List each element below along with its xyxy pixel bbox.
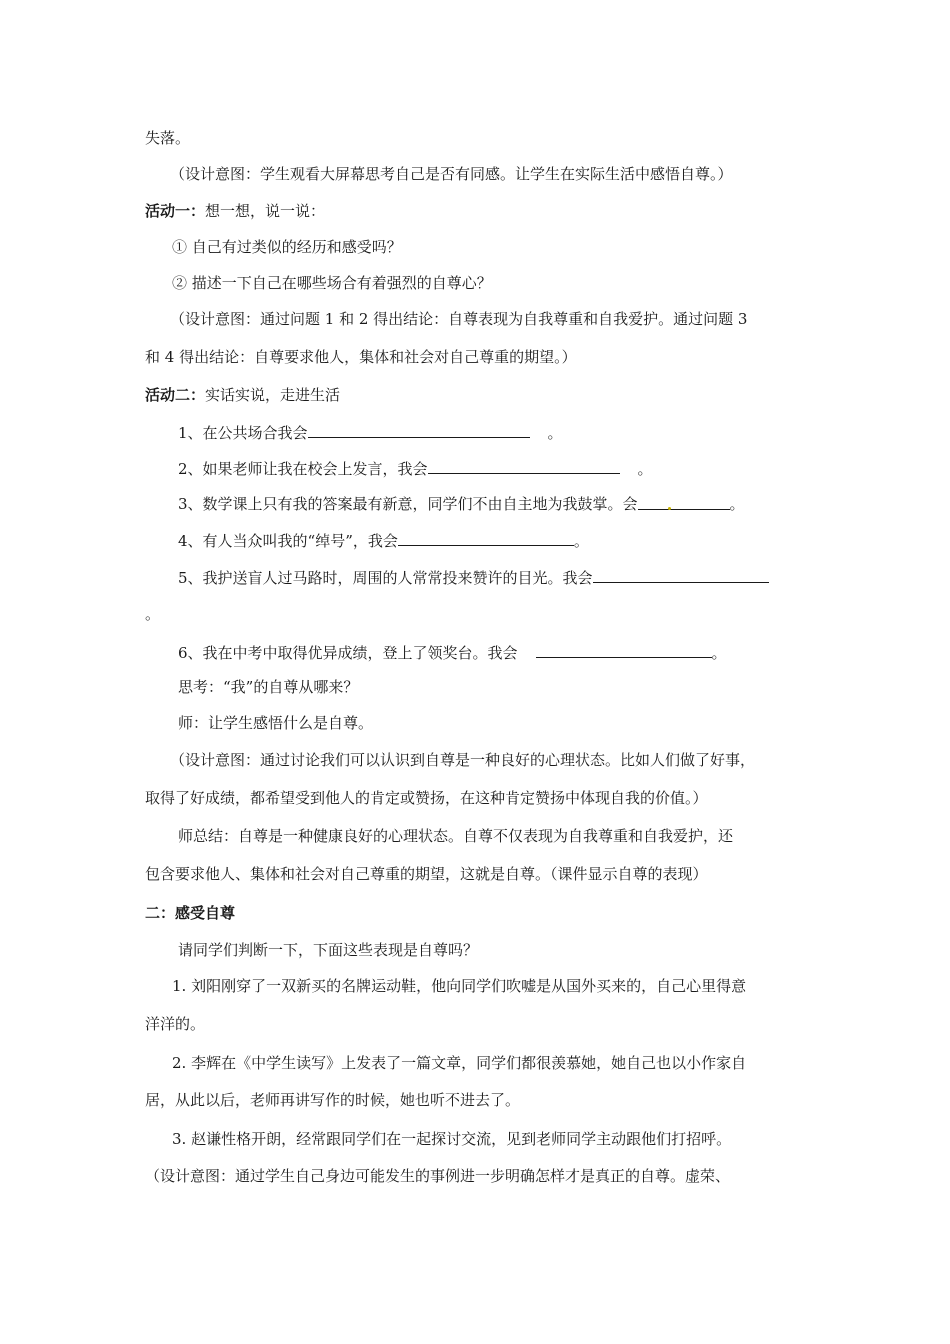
fill-item-6 — [178, 642, 727, 663]
fill-item-text: 5、我护送盲人过马路时，周围的人常常投来赞许的目光。我会 — [178, 569, 593, 587]
question-prompt: 请同学们判断一下，下面这些表现是自尊吗？ — [178, 941, 479, 959]
question-2: ② 描述一下自己在哪些场合有着强烈的自尊心？ — [172, 274, 492, 292]
section-two-heading: 二：感受自尊 — [145, 904, 236, 922]
teacher-summary: 师总结：自尊是一种健康良好的心理状态。自尊不仅表现为自我尊重和自我爱护，还 — [178, 827, 734, 845]
period: 。 — [547, 424, 563, 442]
activity-one-label: 活动一： — [145, 202, 206, 220]
fill-item-2 — [178, 458, 653, 479]
highlight-mark — [668, 507, 671, 510]
fill-item-text: 3、数学课上只有我的答案最有新意，同学们不由自主地为我鼓掌。会 — [178, 495, 638, 513]
text-line: 和 4 得出结论：自尊要求他人，集体和社会对自己尊重的期望。） — [145, 348, 577, 366]
period: 。 — [711, 644, 727, 662]
fill-item-text: 1、在公共场合我会 — [178, 424, 308, 442]
period: 。 — [145, 605, 161, 623]
think-prompt: 思考：“我”的自尊从哪来？ — [178, 678, 359, 696]
activity-two-label: 活动二： — [145, 386, 206, 404]
design-intent-note: （设计意图：通过讨论我们可以认识到自尊是一种良好的心理状态。比如人们做了好事， — [170, 751, 756, 769]
fill-item-5 — [178, 567, 769, 588]
text-line: 取得了好成绩，都希望受到他人的肯定或赞扬，在这种肯定赞扬中体现自我的价值。） — [145, 789, 708, 807]
case-1: 1. 刘阳刚穿了一双新买的名牌运动鞋，他向同学们吹嘘是从国外买来的，自己心里得意 — [172, 977, 747, 995]
answer-blank[interactable] — [398, 530, 574, 546]
question-1: ① 自己有过类似的经历和感受吗？ — [172, 238, 402, 256]
design-intent-note: （设计意图：通过学生自己身边可能发生的事例进一步明确怎样才是真正的自尊。虚荣、 — [145, 1167, 731, 1185]
text-line: 失落。 — [145, 129, 191, 147]
period: 。 — [729, 495, 745, 513]
activity-two-title: 实话实说，走进生活 — [205, 386, 341, 404]
case-3: 3. 赵谦性格开朗，经常跟同学们在一起探讨交流，见到老师同学主动跟他们打招呼。 — [172, 1130, 732, 1148]
answer-blank[interactable] — [428, 458, 620, 474]
answer-blank[interactable] — [536, 642, 712, 658]
fill-item-text: 2、如果老师让我在校会上发言，我会 — [178, 460, 428, 478]
period: 。 — [573, 532, 589, 550]
answer-blank[interactable] — [593, 567, 769, 583]
fill-item-text: 6、我在中考中取得优异成绩，登上了领奖台。我会 — [178, 644, 518, 662]
period: 。 — [637, 460, 653, 478]
text-line: 包含要求他人、集体和社会对自己尊重的期望，这就是自尊。（课件显示自尊的表现） — [145, 865, 708, 883]
answer-blank[interactable] — [308, 422, 530, 438]
fill-item-4 — [178, 530, 589, 551]
activity-one-title: 想一想，说一说： — [205, 202, 326, 220]
design-intent-note: （设计意图：通过问题 1 和 2 得出结论：自尊表现为自我尊重和自我爱护。通过问题 3 — [170, 310, 748, 328]
case-2: 2. 李辉在《中学生读写》上发表了一篇文章，同学们都很羡慕她，她自己也以小作家自 — [172, 1054, 747, 1072]
design-intent-note: （设计意图：学生观看大屏幕思考自己是否有同感。让学生在实际生活中感悟自尊。） — [170, 165, 733, 183]
case-1-cont: 洋洋的。 — [145, 1015, 206, 1033]
fill-item-1 — [178, 422, 563, 443]
fill-item-text: 4、有人当众叫我的“绰号”，我会 — [178, 532, 398, 550]
activity-one-heading — [145, 201, 325, 221]
case-2-cont: 居，从此以后，老师再讲写作的时候，她也听不进去了。 — [145, 1091, 521, 1109]
teacher-note: 师：让学生感悟什么是自尊。 — [178, 714, 374, 732]
activity-two-heading — [145, 385, 340, 405]
fill-item-3 — [178, 494, 745, 514]
answer-blank[interactable] — [638, 494, 730, 510]
